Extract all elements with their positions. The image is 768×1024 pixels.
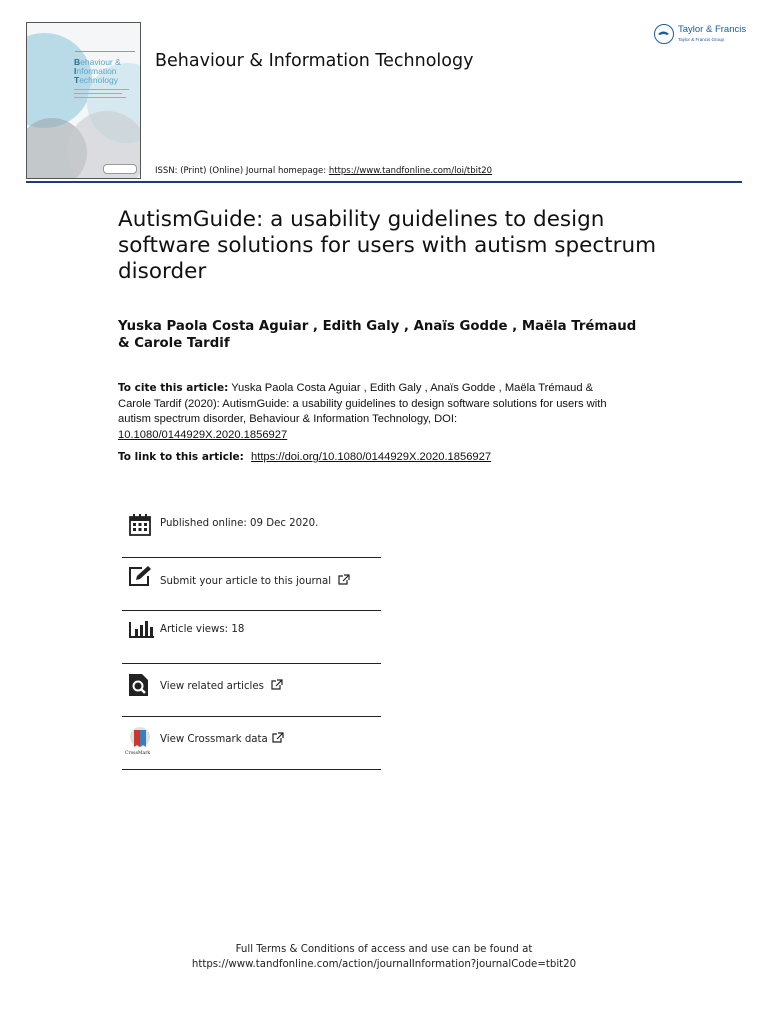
cover-title: Behaviour & Information Technology (74, 57, 121, 85)
article-link-line (118, 451, 491, 463)
submit-article-link[interactable]: Submit your article to this journal (160, 574, 350, 587)
external-link-icon (271, 679, 283, 690)
footer-terms-url[interactable]: https://www.tandfonline.com/action/journalInformation?journalCode=tbit20 (191, 959, 577, 970)
document-search-icon (128, 673, 152, 697)
cover-small-print (74, 89, 136, 103)
article-title: AutismGuide: a usability guidelines to design software solutions for users with autism spectrum disorder (118, 207, 657, 284)
issn-line (155, 166, 492, 176)
related-articles-link[interactable]: View related articles (160, 679, 283, 692)
external-link-icon (272, 732, 284, 743)
citation-block (118, 381, 618, 443)
related-articles-row[interactable] (122, 664, 381, 716)
cover-rule (75, 51, 135, 52)
issn-text: ISSN: (Print) (Online) Journal homepage: (155, 166, 329, 176)
link-label: To link to this article: (118, 451, 244, 463)
crossmark-row[interactable] (122, 717, 381, 769)
header-divider (26, 181, 742, 183)
journal-cover-image (26, 22, 141, 179)
crossmark-logo-text: CrossMark (125, 751, 151, 756)
bar-chart-icon (128, 618, 152, 642)
submit-article-row[interactable] (122, 558, 381, 610)
crossmark-icon (127, 726, 155, 758)
published-row (122, 505, 381, 557)
external-link-icon (338, 574, 350, 585)
footer-terms-text: Full Terms & Conditions of access and use can be found at (235, 944, 533, 955)
article-authors: Yuska Paola Costa Aguiar , Edith Galy , Anaïs Godde , Maëla Trémaud & Carole Tardif (118, 319, 637, 351)
cite-label: To cite this article: (118, 382, 229, 394)
publisher-name: Taylor & Francis (678, 24, 747, 35)
footer (0, 942, 768, 972)
article-views-count: Article views: 18 (160, 624, 245, 635)
cite-doi-link[interactable]: 10.1080/0144929X.2020.1856927 (118, 428, 288, 441)
crossmark-link[interactable]: View Crossmark data (160, 732, 284, 745)
cite-text: Yuska Paola Costa Aguiar , Edith Galy , Anaïs Godde , Maëla Trémaud & Carole Tardif (2020): AutismGuide: a usability guidelines to design software solutions for users with autism spectrum disorder, Behaviour & Information Technology, DOI: (118, 382, 607, 425)
article-views-row (122, 611, 381, 663)
publisher-group: Taylor & Francis Group (678, 37, 725, 42)
edit-icon (128, 565, 152, 589)
article-doi-link[interactable]: https://doi.org/10.1080/0144929X.2020.1856927 (250, 451, 492, 463)
divider (122, 769, 381, 770)
publisher-logo[interactable] (654, 22, 746, 48)
calendar-icon (128, 513, 152, 537)
journal-name: Behaviour & Information Technology (155, 51, 474, 71)
tf-logo-icon (654, 24, 674, 44)
cover-publisher-logo (103, 164, 137, 174)
published-date: Published online: 09 Dec 2020. (160, 518, 319, 529)
journal-homepage-link[interactable]: https://www.tandfonline.com/loi/tbit20 (328, 166, 493, 176)
